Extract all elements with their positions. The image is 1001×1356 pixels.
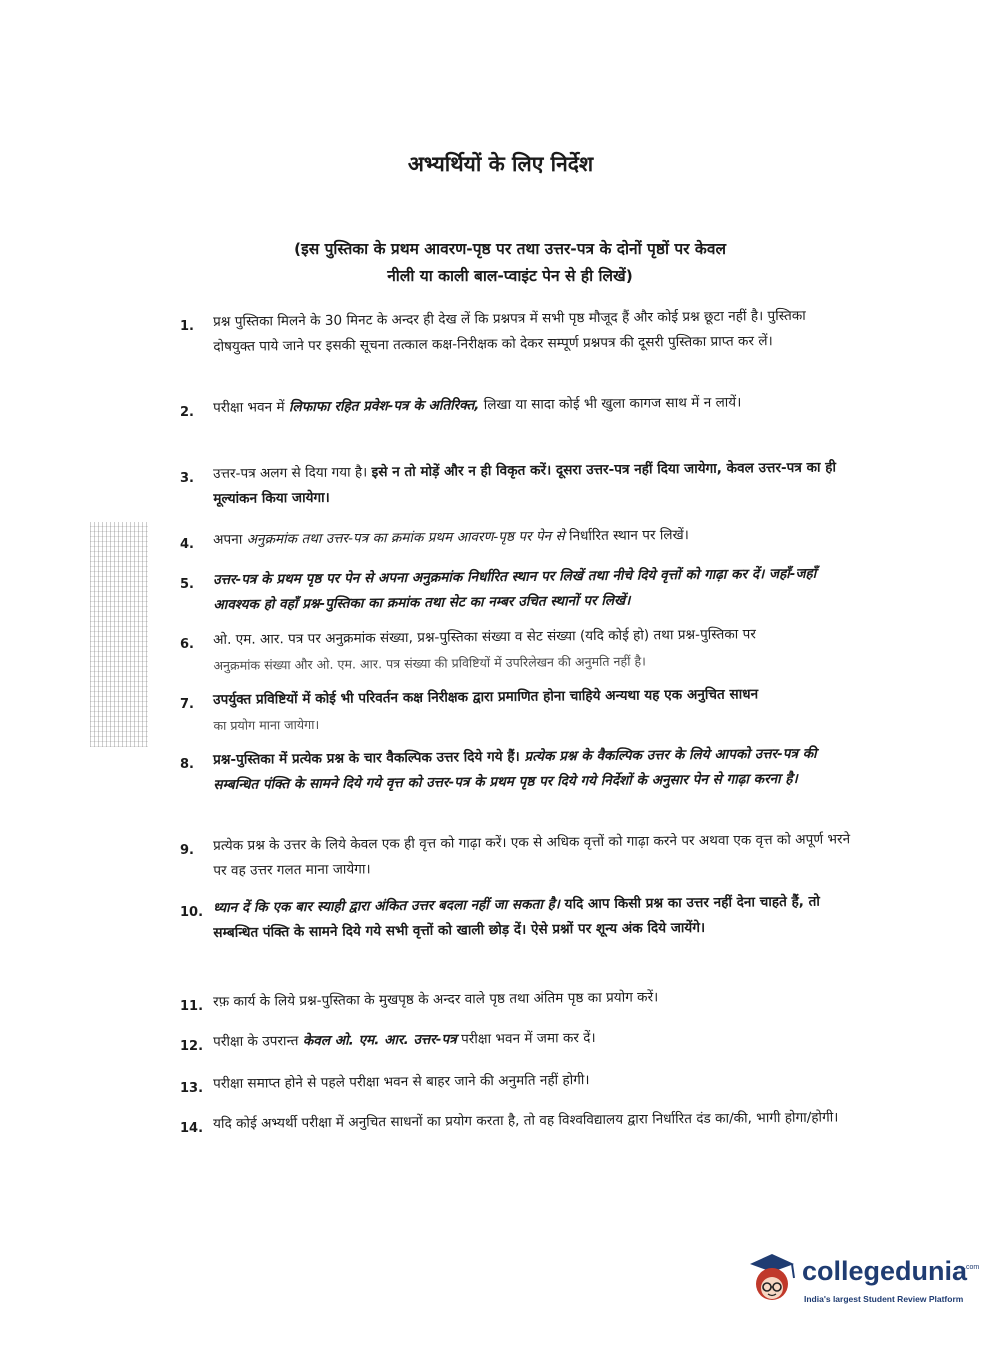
instruction-item [180,990,850,1015]
item-number: 1. [180,319,194,334]
instruction-item [180,565,850,618]
item-text-emphasis: प्रत्येक प्रश्न के वैकल्पिक उत्तर के लिये आपको उत्तर-पत्र की सम्बन्धित पंक्ति के सामने दिये गये वृत्त को उत्तर-पत्र के प्रथम पृष्ठ पर दिये गये निर्देशों के अनुसार पेन से गाढ़ा करना है। [213,745,817,793]
instruction-item [180,688,850,738]
item-text-part: परीक्षा भवन में जमा कर दें। [456,1029,596,1048]
subtitle-line-2: नीली या काली बाल-प्वाइंट पेन से ही लिखें) [387,267,633,285]
item-text-part: प्रश्न-पुस्तिका में प्रत्येक प्रश्न के चार वैकल्पिक उत्तर दिये गये हैं। [213,748,525,768]
instruction-item [180,628,850,678]
item-text-part: लिखा या सादा कोई भी खुला कागज साथ में न लायें। [479,394,742,414]
item-text-part: का प्रयोग माना जायेगा। [213,716,320,733]
item-number: 11. [180,999,204,1014]
instruction-item [180,307,850,360]
scan-artifact [90,522,148,747]
item-text-part: यदि आप किसी प्रश्न का उत्तर नहीं देना चाहते हैं, तो सम्बन्धित पंक्ति के सामने दिये गये सभी वृत्तों को खाली छोड़ दें। ऐसे प्रश्नों पर शून्य अंक दिये जायेंगे। [213,893,820,941]
item-text [213,1023,850,1055]
subtitle-line-1: (इस पुस्तिका के प्रथम आवरण-पृष्ठ पर तथा उत्तर-पत्र के दोनों पृष्ठों पर केवल [294,240,726,258]
item-text: परीक्षा समाप्त होने से पहले परीक्षा भवन से बाहर जाने की अनुमति नहीं होगी। [213,1072,590,1092]
instruction-item [180,893,850,946]
item-text-part: अपना [213,531,247,548]
item-text [213,741,850,798]
item-number: 5. [180,577,194,592]
item-text: प्रत्येक प्रश्न के उत्तर के लिये केवल एक ही वृत्त को गाढ़ा करें। एक से अधिक वृत्तों को गाढ़ा करने पर अथवा एक वृत्त को अपूर्ण भरने पर वह उत्तर गलत माना जायेगा। [213,831,851,879]
item-text: उत्तर-पत्र के प्रथम पृष्ठ पर पेन से अपना अनुक्रमांक निर्धारित स्थान पर लिखें तथा नीचे दिये वृत्तों को गाढ़ा कर दें। जहाँ-जहाँ आवश्यक हो वहाँ प्रश्न-पुस्तिका का क्रमांक तथा सेट का नम्बर उचित स्थानों पर लिखें। [213,565,817,613]
item-text: यदि कोई अभ्यर्थी परीक्षा में अनुचित साधनों का प्रयोग करता है, तो वह विश्वविद्यालय द्वारा निर्धारित दंड का/की, भागी होगा/होगी। [213,1109,839,1132]
item-text-part: परीक्षा भवन में [213,399,290,416]
item-text [213,521,850,553]
item-number: 3. [180,471,194,486]
instruction-item [180,745,850,798]
item-number: 14. [180,1121,204,1136]
item-text [213,681,850,738]
item-text-part: परीक्षा के उपरान्त [213,1033,303,1050]
logo-name: collegedunia [802,1256,968,1286]
logo-tagline: India's largest Student Review Platform [804,1294,964,1304]
subtitle [230,236,790,290]
logo-suffix: .com [964,1264,980,1271]
mascot-icon [742,1250,802,1312]
item-number: 4. [180,537,194,552]
item-text-part: अनुक्रमांक संख्या और ओ. एम. आर. पत्र संख्या की प्रविष्टियों में उपरिलेखन की अनुमति नहीं है। [213,653,646,673]
item-text [213,621,850,678]
item-text-emphasis: ध्यान दें कि एक बार स्याही द्वारा अंकित उत्तर बदला नहीं जा सकता है। [213,896,565,916]
instruction-item [180,1030,850,1055]
item-text: रफ़ कार्य के लिये प्रश्न-पुस्तिका के मुखपृष्ठ के अन्दर वाले पृष्ठ तथा अंतिम पृष्ठ का प्रयोग करें। [213,989,659,1010]
item-number: 8. [180,757,194,772]
item-text-emphasis: केवल ओ. एम. आर. उत्तर-पत्र [302,1031,457,1050]
item-text-emphasis: इसे न तो मोड़ें और न ही विकृत करें। दूसरा उत्तर-पत्र नहीं दिया जायेगा, केवल उत्तर-पत्र का ही मूल्यांकन किया जायेगा। [213,459,837,507]
instruction-item [180,831,851,884]
item-number: 9. [180,843,194,858]
instruction-item [180,528,850,553]
item-number: 7. [180,697,194,712]
instruction-item [180,459,850,512]
item-number: 6. [180,637,194,652]
instruction-item [180,1109,850,1137]
item-text-part: निर्धारित स्थान पर लिखें। [564,527,689,545]
item-text [213,889,850,946]
item-text: प्रश्न पुस्तिका मिलने के 30 मिनट के अन्दर ही देख लें कि प्रश्नपत्र में सभी पृष्ठ मौजूद हैं और कोई प्रश्न छूटा नहीं है। पुस्तिका दोषयुक्त पाये जाने पर इसकी सूचना तत्काल कक्ष-निरीक्षक को देकर सम्पूर्ण प्रश्नपत्र की दूसरी पुस्तिका प्राप्त कर लें। [213,307,806,355]
item-number: 12. [180,1039,204,1054]
item-text [213,389,850,421]
page-title: अभ्यर्थियों के लिए निर्देश [407,152,594,176]
item-text-part: उपर्युक्त प्रविष्टियों में कोई भी परिवर्तन कक्ष निरीक्षक द्वारा प्रमाणित होना चाहिये अन्यथा यह एक अनुचित साधन [213,686,759,708]
item-number: 2. [180,405,194,420]
item-text [213,455,850,512]
item-text-part: उत्तर-पत्र अलग से दिया गया है। [213,464,372,482]
item-number: 13. [180,1081,204,1096]
item-number: 10. [180,905,204,920]
item-text-emphasis: अनुक्रमांक तथा उत्तर-पत्र का क्रमांक प्रथम आवरण-पृष्ठ पर पेन से [246,528,565,548]
collegedunia-logo [742,1250,980,1314]
item-text-emphasis: लिफाफा रहित प्रवेश-पत्र के अतिरिक्त, [288,397,480,416]
item-text-part: ओ. एम. आर. पत्र पर अनुक्रमांक संख्या, प्रश्न-पुस्तिका संख्या व सेट संख्या (यदि कोई हो) तथा प्रश्न-पुस्तिका पर [213,626,756,648]
instruction-item [180,396,850,421]
instruction-item [180,1072,850,1097]
